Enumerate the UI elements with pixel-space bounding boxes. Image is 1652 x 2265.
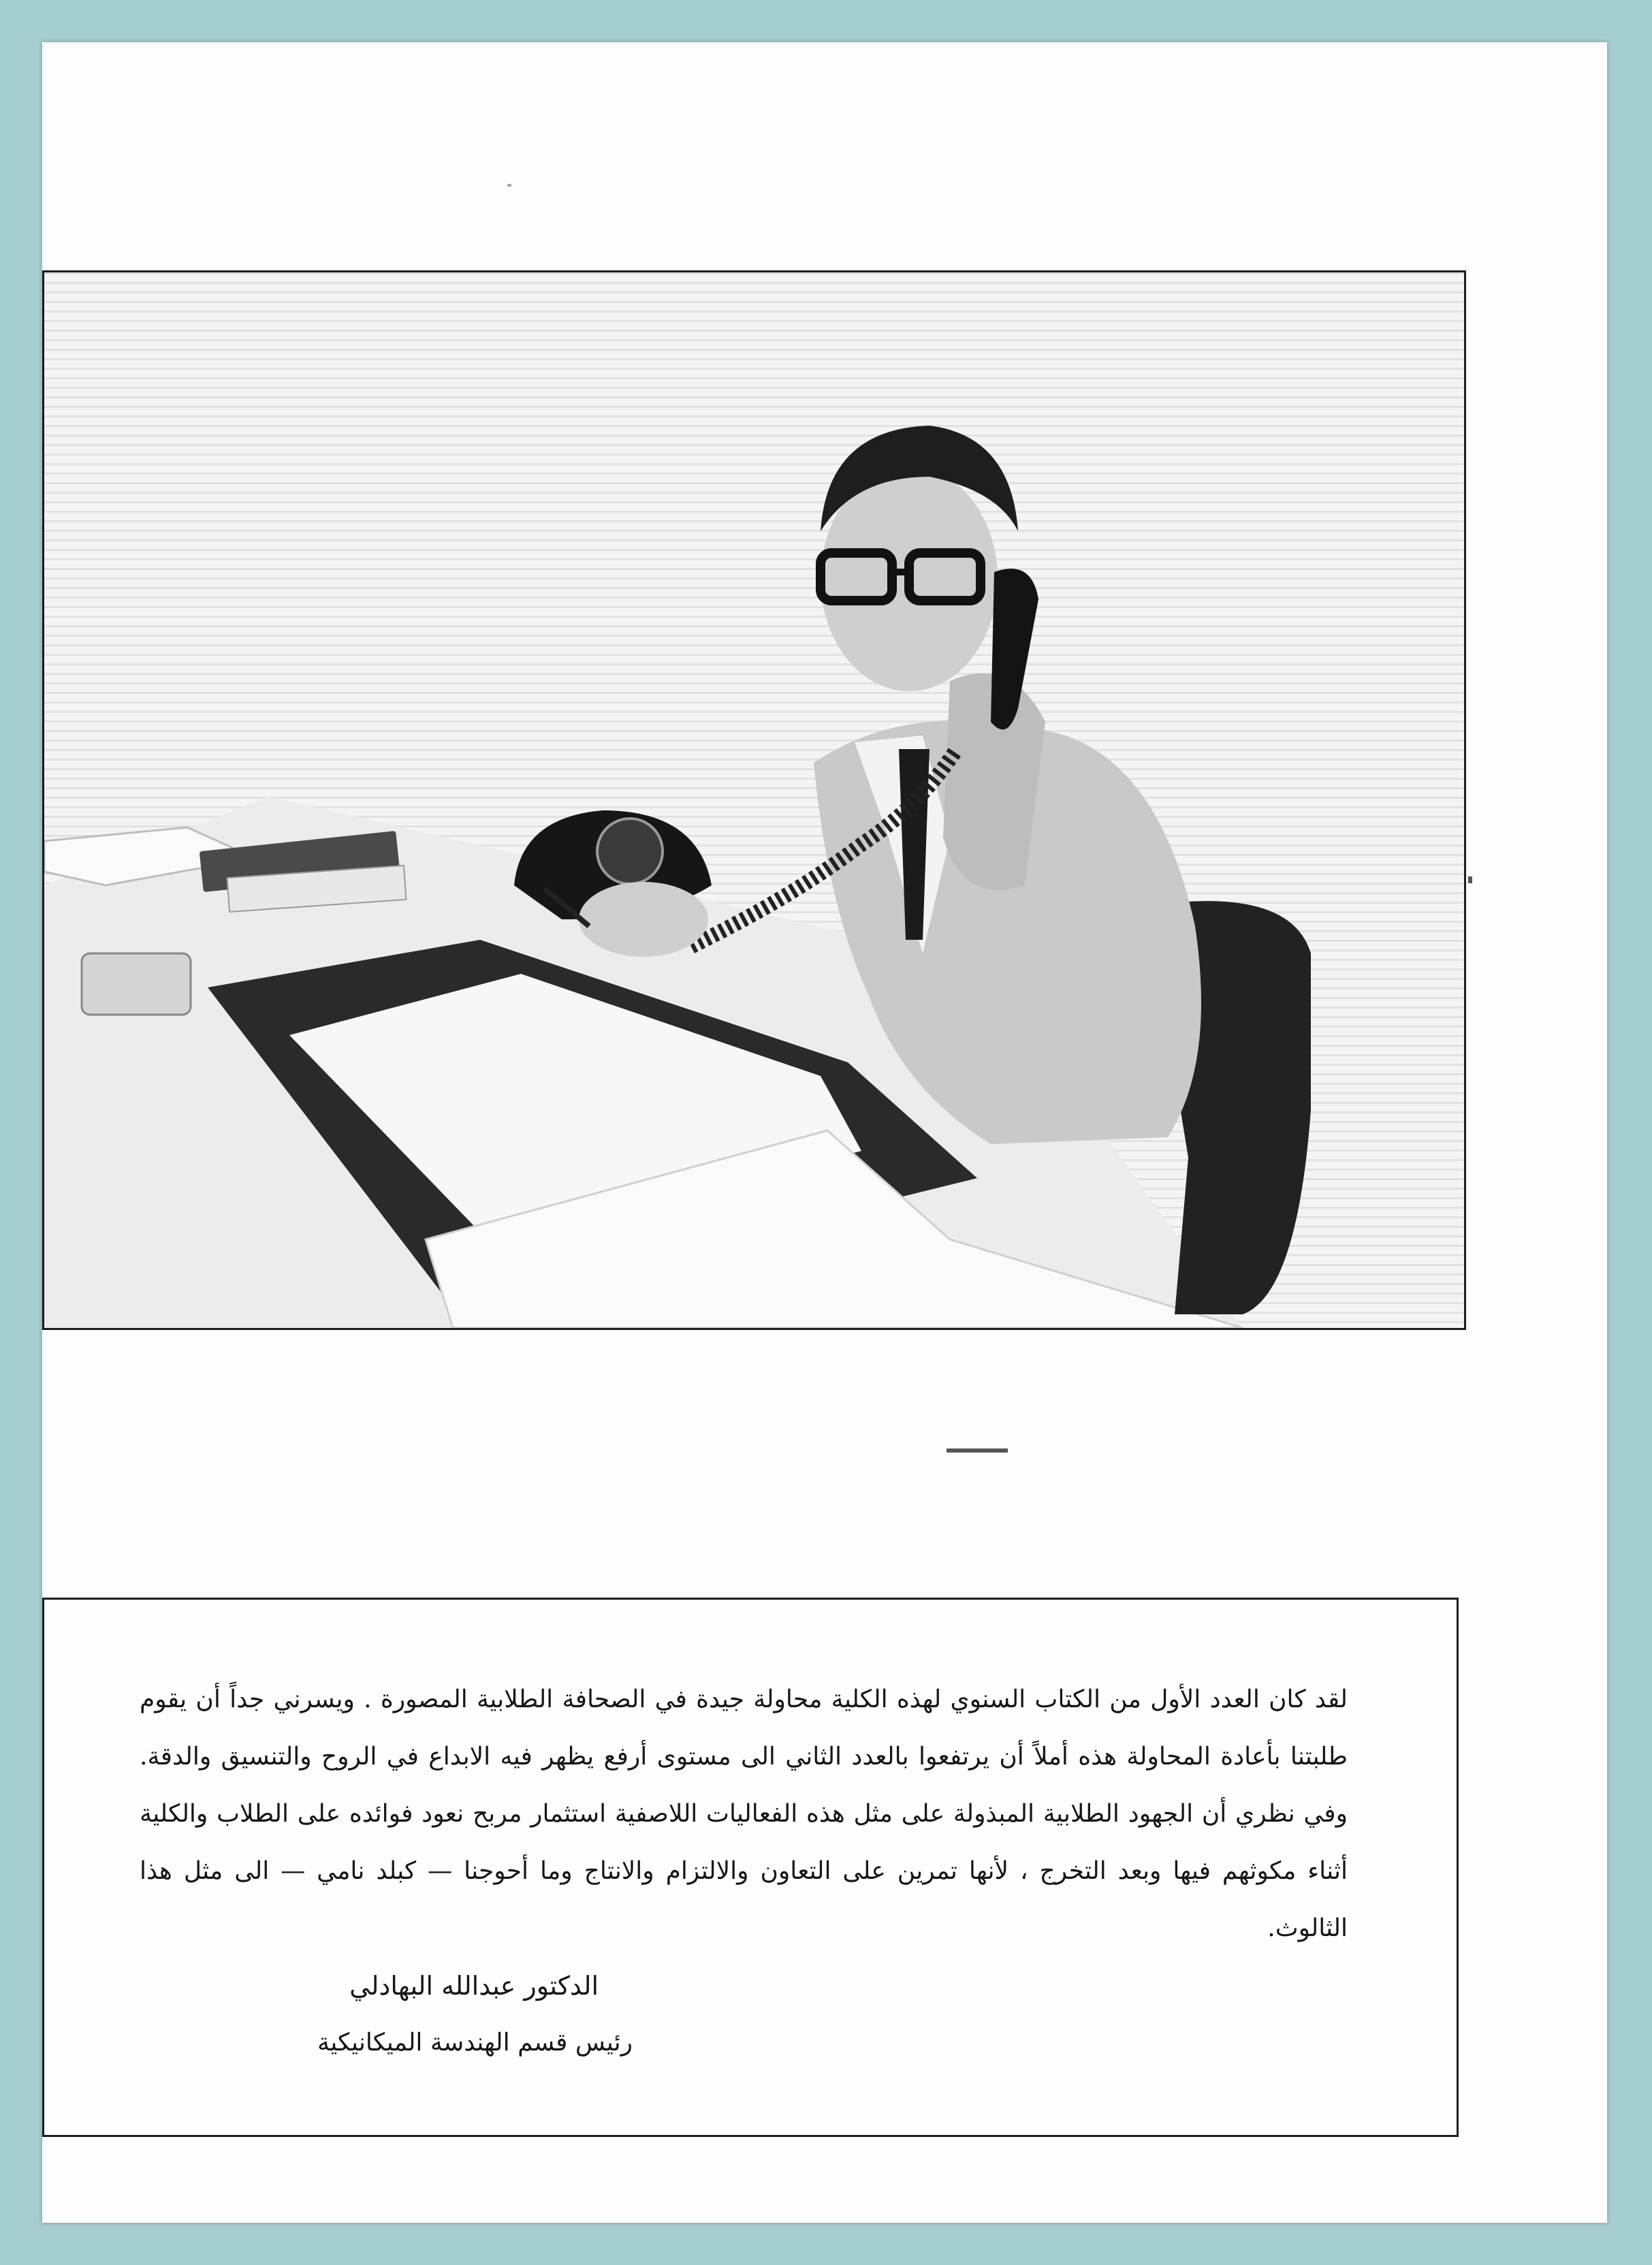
print-mark (947, 1448, 1008, 1453)
signature-title: رئيس قسم الهندسة الميكانيكية (317, 2029, 633, 2057)
ashtray (82, 953, 191, 1015)
message-box (42, 1598, 1459, 2137)
portrait-photo (42, 270, 1466, 1330)
message-body: لقد كان العدد الأول من الكتاب السنوي لهذه الكلية محاولة جيدة في الصحافة الطلابية المصورة . ويسرني جداً أن يقوم طلبتنا بأعادة المحاولة هذه أملاً أن يرتفعوا بالعدد الثاني الى مستوى أرفع يظهر فيه الابداع في الروح والتنسيق والدقة. وفي نظري أن الجهود الطلابية المبذولة على مثل هذه الفعاليات اللاصفية استثمار مربح نعود فوائده على الطلاب والكلية أثناء مكوثهم فيها وبعد التخرج ، لأنها تمرين على التعاون والالتزام والانتاج وما أحوجنا — كبلد نامي — الى مثل هذا الثالوث. (140, 1685, 1348, 1942)
print-mark (507, 184, 511, 187)
signature-name: الدكتور عبدالله البهادلي (349, 1971, 599, 2001)
photo-illustration (44, 272, 1464, 1328)
document-page (42, 42, 1607, 2223)
hand-with-pen (579, 882, 708, 957)
print-mark (1468, 876, 1472, 883)
